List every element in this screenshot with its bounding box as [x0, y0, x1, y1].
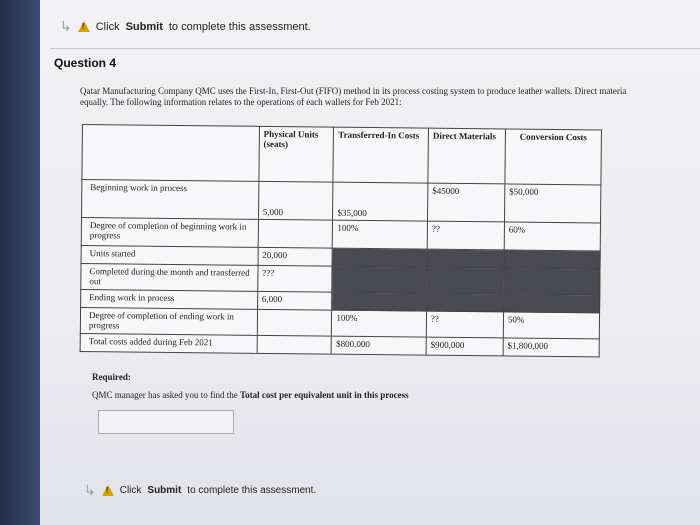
empty-cell	[332, 266, 427, 293]
row-label: Degree of completion of ending work in progress	[80, 307, 257, 335]
materials-cell: $900,000	[426, 337, 503, 356]
row-label: Completed during the month and transferred out	[81, 263, 258, 291]
units-cell: 20,000	[258, 247, 333, 266]
required-prompt-bold: Total cost per equivalent unit in this process	[239, 390, 409, 400]
transferred-cell: $35,000	[333, 182, 428, 221]
units-cell: 6,000	[257, 291, 332, 310]
transferred-cell: 100%	[333, 220, 428, 249]
question-text-line-2: equally. The following information relates to the operations of each wallets for Feb 2021:	[80, 97, 402, 107]
empty-cell	[504, 268, 600, 295]
divider	[50, 48, 700, 49]
empty-cell	[503, 294, 599, 313]
units-cell	[257, 309, 332, 336]
table-header-row	[82, 125, 602, 185]
conversion-cell: 60%	[504, 222, 600, 251]
row-label: Ending work in process	[81, 289, 258, 309]
submit-banner	[60, 18, 311, 35]
transferred-cell: $800,000	[332, 336, 427, 355]
empty-cell	[427, 249, 504, 268]
footer-suffix: to complete this assessment.	[187, 485, 317, 496]
required-prompt	[92, 390, 409, 400]
empty-cell	[332, 248, 427, 267]
units-cell	[257, 335, 332, 354]
materials-cell: $45000	[427, 183, 504, 222]
units-cell	[258, 219, 333, 248]
question-text	[80, 86, 700, 108]
header-cell: Conversion Costs	[505, 129, 602, 185]
units-cell: ???	[257, 265, 332, 292]
conversion-cell: $1,800,000	[503, 338, 599, 357]
row-label: Beginning work in process	[82, 180, 259, 220]
empty-cell	[427, 267, 504, 294]
materials-cell: ??	[427, 221, 504, 250]
return-arrow-icon: ↳	[60, 18, 72, 34]
header-cell: Physical Units (seats)	[259, 126, 334, 182]
empty-cell	[332, 292, 427, 311]
answer-input[interactable]	[98, 410, 234, 434]
footer-prefix: Click	[119, 485, 142, 496]
banner-suffix: to complete this assessment.	[168, 20, 311, 33]
conversion-cell: 50%	[503, 312, 599, 339]
header-cell: Direct Materials	[428, 128, 505, 184]
question-title: Question 4	[54, 56, 117, 70]
table-row	[82, 180, 601, 223]
question-text-line-1: Qatar Manufacturing Company QMC uses the First-In, First-Out (FIFO) method in its process costing system to produce leather wallets. Direct materia	[80, 86, 627, 96]
return-arrow-icon: ↳	[84, 482, 96, 498]
header-cell: Transferred-In Costs	[333, 127, 428, 183]
row-label: Total costs added during Feb 2021	[80, 333, 257, 353]
warning-icon	[102, 485, 114, 496]
materials-cell: ??	[426, 311, 503, 338]
footer-submit-link[interactable]: Submit	[147, 485, 182, 496]
empty-cell	[427, 293, 504, 312]
conversion-cell: $50,000	[504, 184, 601, 223]
units-cell: 5,000	[258, 181, 333, 220]
required-prompt-text: QMC manager has asked you to find the	[92, 390, 238, 400]
banner-prefix: Click	[95, 20, 120, 33]
process-data-table	[80, 124, 602, 357]
banner-submit-link[interactable]: Submit	[125, 20, 163, 33]
header-cell	[82, 125, 259, 182]
transferred-cell: 100%	[332, 310, 427, 337]
empty-cell	[504, 250, 600, 269]
row-label: Degree of completion of beginning work in progress	[81, 218, 258, 248]
required-section	[92, 372, 409, 400]
required-title: Required:	[92, 372, 131, 382]
row-label: Units started	[81, 245, 258, 265]
background-edge	[0, 0, 40, 525]
submit-footer	[84, 482, 316, 499]
warning-icon	[78, 21, 90, 32]
